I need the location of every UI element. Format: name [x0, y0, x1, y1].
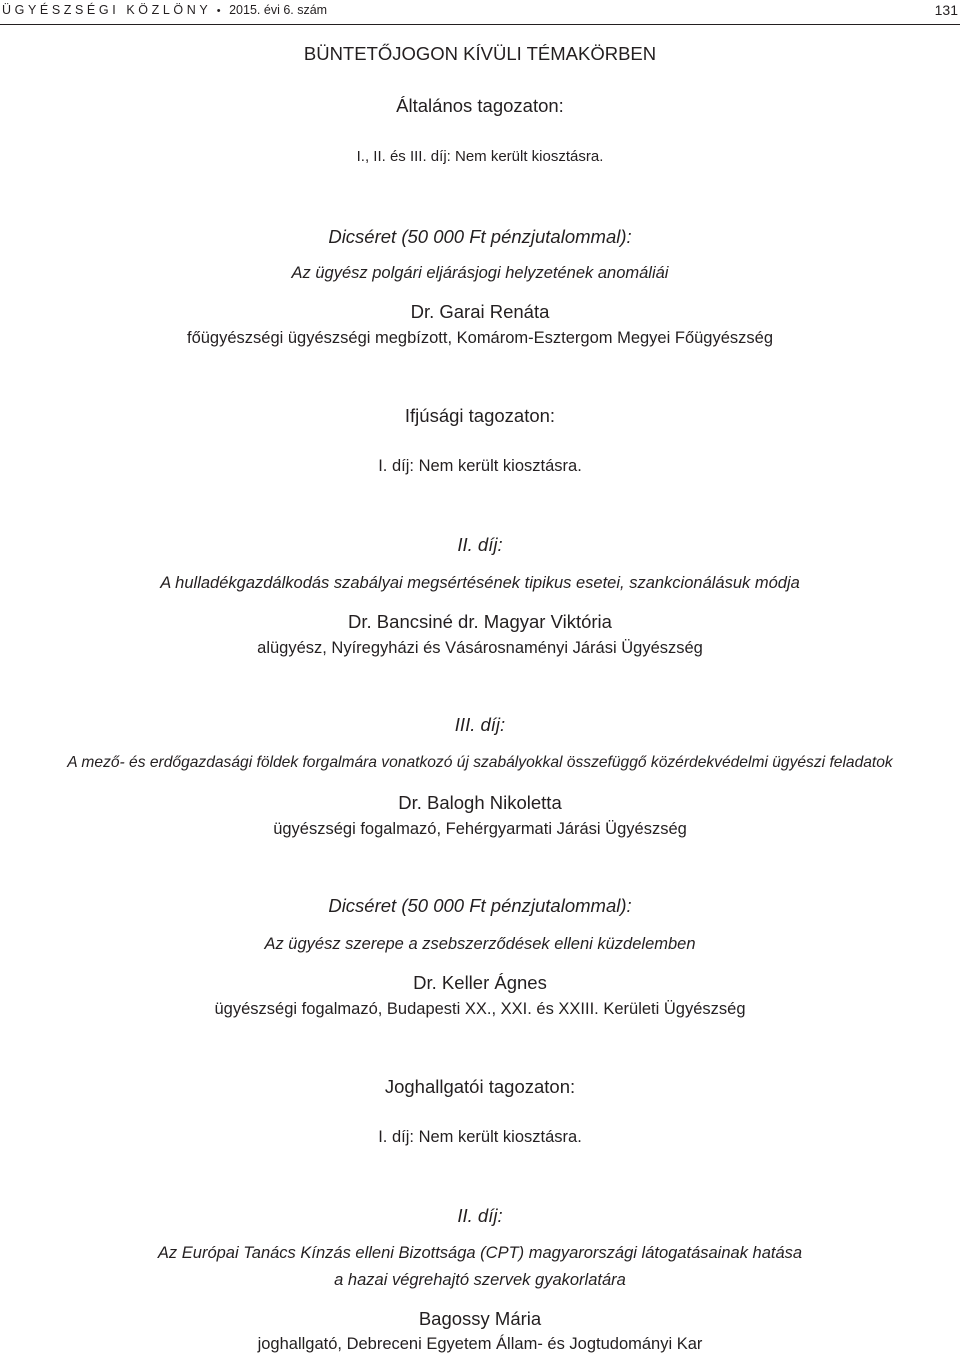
youth-commendation-position: ügyészségi fogalmazó, Budapesti XX., XXI. és XXIII. Kerületi Ügyészség — [214, 1000, 746, 1018]
youth-commendation-title: Az ügyész szerepe a zsebszerződések elleni küzdelemben — [264, 935, 696, 953]
youth-second-prize-author: Dr. Bancsiné dr. Magyar Viktória — [348, 611, 612, 632]
law-students-second-prize-author: Bagossy Mária — [418, 1308, 542, 1329]
law-students-second-prize-position: joghallgató, Debreceni Egyetem Állam- és Jogtudományi Kar — [257, 1335, 703, 1353]
youth-third-prize-title: A mező- és erdőgazdasági földek forgalmára vonatkozó új szabályokkal összefüggő közérdekvédelmi ügyészi feladatok — [67, 754, 893, 771]
header-rule — [0, 24, 960, 25]
header-bullet: • — [216, 5, 221, 17]
youth-commendation-label: Dicséret (50 000 Ft pénzjutalommal): — [328, 895, 632, 916]
youth-first-prize: I. díj: Nem került kiosztásra. — [378, 457, 582, 475]
law-students-second-prize-title-line2: a hazai végrehajtó szervek gyakorlatára — [334, 1271, 626, 1289]
law-students-heading: Joghallgatói tagozaton: — [384, 1076, 576, 1097]
general-commendation-label: Dicséret (50 000 Ft pénzjutalommal): — [328, 226, 632, 247]
youth-third-prize-author: Dr. Balogh Nikoletta — [398, 792, 562, 813]
general-commendation-position: főügyészségi ügyészségi megbízott, Komárom-Esztergom Megyei Főügyészség — [186, 329, 774, 347]
header-left — [2, 3, 327, 17]
issue-label: 2015. évi 6. szám — [229, 3, 328, 17]
general-heading: Általános tagozaton: — [396, 95, 564, 116]
general-commendation-author: Dr. Garai Renáta — [410, 301, 550, 322]
youth-second-prize-title: A hulladékgazdálkodás szabályai megsértésének tipikus esetei, szankcionálásuk módja — [160, 574, 800, 592]
general-commendation-title: Az ügyész polgári eljárásjogi helyzetének anomáliái — [291, 264, 669, 282]
running-header — [0, 0, 960, 26]
youth-second-prize-position: alügyész, Nyíregyházi és Vásárosnaményi Járási Ügyészség — [257, 639, 703, 657]
journal-name: ÜGYÉSZSÉGI KÖZLÖNY — [2, 3, 212, 17]
youth-commendation-author: Dr. Keller Ágnes — [413, 972, 547, 993]
law-students-second-prize-label: II. díj: — [457, 1205, 503, 1226]
law-students-first-prize: I. díj: Nem került kiosztásra. — [378, 1128, 582, 1146]
youth-third-prize-label: III. díj: — [454, 714, 506, 735]
law-students-second-prize-title-line1: Az Európai Tanács Kínzás elleni Bizottsága (CPT) magyarországi látogatásainak hatása — [157, 1244, 803, 1262]
section-title: BÜNTETŐJOGON KÍVÜLI TÉMAKÖRBEN — [303, 43, 657, 64]
general-awards: I., II. és III. díj: Nem került kiosztásra. — [356, 148, 604, 165]
youth-third-prize-position: ügyészségi fogalmazó, Fehérgyarmati Járási Ügyészség — [273, 820, 687, 838]
page-number: 131 — [934, 2, 958, 18]
youth-heading: Ifjúsági tagozaton: — [404, 405, 556, 426]
youth-second-prize-label: II. díj: — [457, 534, 503, 555]
